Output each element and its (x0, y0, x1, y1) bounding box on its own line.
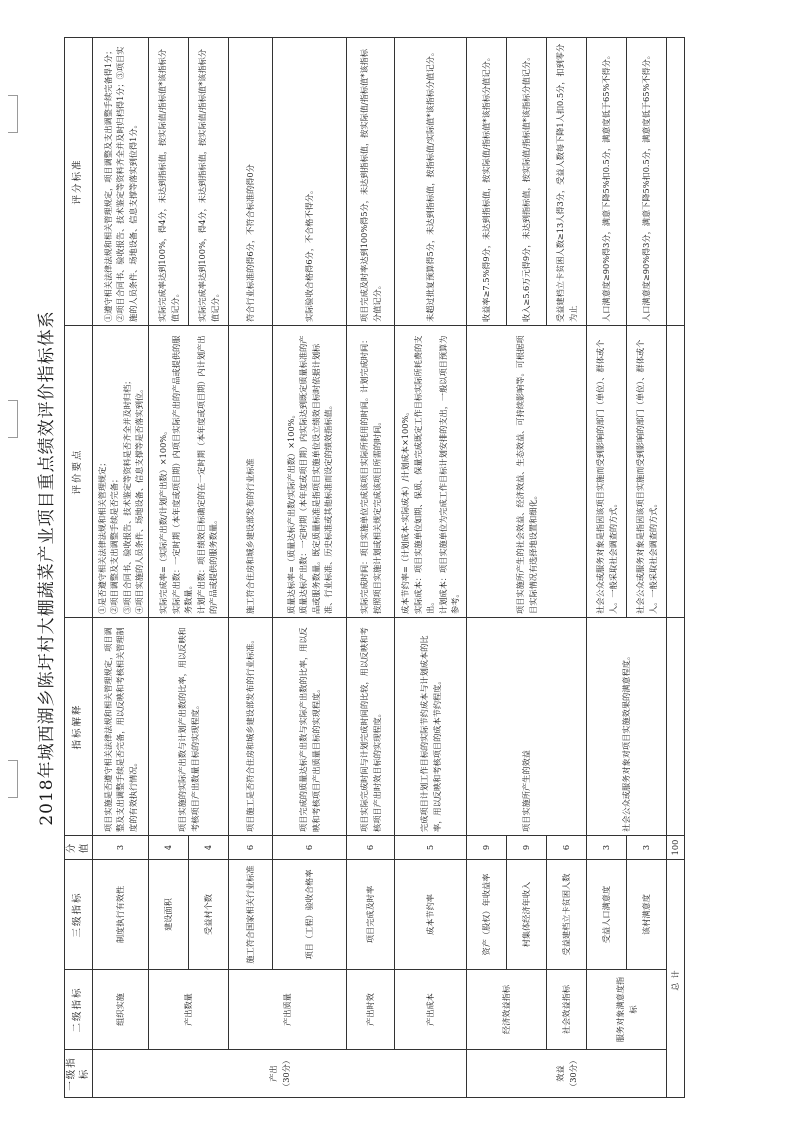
level3-cell: 受益建档立卡贫困人数 (547, 860, 587, 970)
header-level1: 一级指标 (65, 1050, 93, 1098)
standard-cell: ①遵守相关法律法规和相关管理规定，项目调整及支出调整手续完备得1分；②项目合同书、验收报告、技术鉴定等资料齐全并及时归档得1分；③项目实施的人员条件、场地设备、信息支撑等落实到位得1分。 (93, 38, 149, 326)
standard-cell: 人口满意度≥90%得3分，满意下降5%扣0.5分，满意度低于65%不得分。 (587, 38, 627, 326)
level2-cell: 产出数量 (149, 970, 229, 1050)
level2-cell: 组织实施 (93, 970, 149, 1050)
rotated-page (24, 38, 792, 1098)
empty-cell (667, 618, 685, 836)
points-cell: 施工符合住房和城乡建设部发布的行业标准 (229, 326, 273, 618)
binder-mark (8, 95, 18, 133)
points-cell: 实际完成时间：项目实施单位完成该项目实际所耗用的时间。计划完成时间：按照项目实施计划或相关规定完成该项目所需的时间。 (347, 326, 395, 618)
total-label: 总计 (667, 860, 685, 1098)
standard-cell: 收入≥5.6万元得9分，未达到指标值，按实际值/指标值*该指标分值记分。 (507, 38, 547, 326)
level3-cell: 受益人口满意度 (587, 860, 627, 970)
score-cell: 9 (467, 836, 507, 860)
level3-cell: 受益村个数 (189, 860, 229, 970)
level3-cell: 建设面积 (149, 860, 189, 970)
score-cell: 3 (587, 836, 627, 860)
standard-cell: 实际验收合格得6分，不合格不得分。 (273, 38, 347, 326)
table-row (273, 38, 347, 1098)
table-row (93, 38, 149, 1098)
level2-cell: 产出成本 (395, 970, 467, 1050)
points-cell: 社会公众或服务对象是指因该项目实施而受到影响的部门（单位）、群体或个人。一般采取社会调查的方式。 (587, 326, 627, 618)
table-row (229, 38, 273, 1098)
level3-cell: 制度执行有效性 (93, 860, 149, 970)
header-score: 分值 (65, 836, 93, 860)
header-points: 评价要点 (65, 326, 93, 618)
table-row (395, 38, 467, 1098)
score-cell: 4 (149, 836, 189, 860)
standard-cell: 收益率≥7.5%得9分，未达到指标值，按实际值/指标值*该指标分值记分。 (467, 38, 507, 326)
standard-cell: 项目完成及时率达到100%得5分，未达到指标值，按实际值/指标值*该指标分值记分。 (347, 38, 395, 326)
header-standard: 评分标准 (65, 38, 93, 326)
explain-cell: 项目实施的实际产出数与计划产出数的比率，用以反映和考核项目产出数量目标的实现程度。 (149, 618, 229, 836)
explain-cell: 完成项目计划工作目标的实际节约成本与计划成本的比率，用以反映和考核项目的成本节约程度。 (395, 618, 467, 836)
score-cell: 5 (395, 836, 467, 860)
level2-cell: 产出质量 (229, 970, 347, 1050)
table-row (347, 38, 395, 1098)
level2-cell: 服务对象满意度指标 (587, 970, 667, 1050)
standard-cell: 实际完成率达到100%，得4分，未达到指标值，按实际值/指标值*该指标分值记分。 (149, 38, 189, 326)
header-row (65, 38, 93, 1098)
explain-cell: 项目实际完成时间与计划完成时间的比较，用以反映和考核项目产出时效目标的实现程度。 (347, 618, 395, 836)
score-cell: 9 (507, 836, 547, 860)
score-cell: 6 (347, 836, 395, 860)
table-row (149, 38, 189, 1098)
points-cell: 实际完成率=（实际产出数/计划产出数）×100%。 实际产出数：一定时期（本年度或项目期）内项目实际产出的产品或提供的服务数量。 计划产出数：项目绩效目标确定的在一定时期（本年度或项目期）内计划产出的产品或提供的服务数量。 (149, 326, 229, 618)
explain-cell: 社会公众或服务对象对项目实施效果的满意程度。 (587, 618, 667, 836)
level1-output: 产出 （30分） (93, 1050, 467, 1098)
level3-cell: 资产（股权）年收益率 (467, 860, 507, 970)
level3-cell: 成本节约率 (395, 860, 467, 970)
score-cell: 6 (273, 836, 347, 860)
header-level3: 三级指标 (65, 860, 93, 970)
score-cell: 6 (547, 836, 587, 860)
score-cell: 4 (189, 836, 229, 860)
empty-cell (667, 38, 685, 326)
binder-mark (8, 400, 18, 438)
explain-cell: 项目实施所产生的效益 (467, 618, 587, 836)
indicator-table (64, 37, 685, 1098)
empty-cell (667, 326, 685, 618)
binder-mark (8, 760, 18, 798)
level2-cell: 社会效益指标 (547, 970, 587, 1050)
level3-cell: 该村满意度 (627, 860, 667, 970)
score-cell: 3 (93, 836, 149, 860)
level3-cell: 项目完成及时率 (347, 860, 395, 970)
explain-cell: 项目施工是否符合住房和城乡建设部发布的行业标准。 (229, 618, 273, 836)
standard-cell: 符合行业标准的得6分，不符合标准的得0分 (229, 38, 273, 326)
level2-cell: 产出时效 (347, 970, 395, 1050)
points-cell: 项目实施所产生的社会效益、经济效益、生态效益、可持续影响等。可根据项目实际情况有选择地设置和细化。 (467, 326, 587, 618)
standard-cell: 未超过批复预算得5分，未达到指标值，按指标值/实际值*该指标分值记分。 (395, 38, 467, 326)
header-explain: 指标解释 (65, 618, 93, 836)
header-level2: 二级指标 (65, 970, 93, 1050)
total-row (667, 38, 685, 1098)
score-cell: 6 (229, 836, 273, 860)
standard-cell: 实际完成率达到100%，得4分，未达到指标值，按实际值/指标值*该指标分值记分。 (189, 38, 229, 326)
table-row (587, 38, 627, 1098)
table-row (627, 38, 667, 1098)
points-cell: 质量达标率=（质量达标产出数/实际产出数）×100%。 质量达标产出数：一定时期（本年度或项目期）内实际达到既定质量标准的产品或服务数量。既定质量标准是指项目实施单位设立绩效目标时依据计划标准、行业标准、历史标准或其他标准而设定的绩效指标值。 (273, 326, 347, 618)
total-score: 100 (667, 836, 685, 860)
table-row (467, 38, 507, 1098)
standard-cell: 人口满意度≥90%得3分，满意下降5%扣0.5分，满意度低于65%不得分。 (627, 38, 667, 326)
points-cell: ①是否遵守相关法律法规和相关管理规定； ②项目调整及支出调整手续是否完备； ③项目合同书、验收报告、技术鉴定等资料是否齐全并及时归档； ④项目实施的人员条件、场地设备、信息支撑等是否落实到位。 (93, 326, 149, 618)
score-cell: 3 (627, 836, 667, 860)
points-cell: 社会公众或服务对象是指因该项目实施而受到影响的部门（单位）、群体或个人。一般采取社会调查的方式。 (627, 326, 667, 618)
level2-cell: 经济效益指标 (467, 970, 547, 1050)
document-title: 2018年城西湖乡陈圩村大棚蔬菜产业项目重点绩效评价指标体系 (36, 310, 57, 826)
level3-cell: 项目（工程）验收合格率 (273, 860, 347, 970)
level1-effect: 效益 （30分） (467, 1050, 667, 1098)
level3-cell: 村集体经济年收入 (507, 860, 547, 970)
standard-cell: 受益建档立卡贫困人数≥13人得3分，受益人数每下降1人扣0.5分，扣到零分为止 (547, 38, 587, 326)
explain-cell: 项目实施是否遵守相关法律法规和相关管理规定，项目调整及支出调整手续是否完备，用以反映和考核相关管理制度的有效执行情况。 (93, 618, 149, 836)
level3-cell: 施工符合国家相关行业标准 (229, 860, 273, 970)
points-cell: 成本节约率=（计划成本-实际成本）/计划成本×100%。 实际成本：项目实施单位如期、保质、保量完成既定工作目标实际所耗费的支出。 计划成本：项目实施单位为完成工作目标计划安排的支出，一般以项目预算为参考。 (395, 326, 467, 618)
explain-cell: 项目完成的质量达标产出数与实际产出数的比率，用以反映和考核项目产出质量目标的实现程度。 (273, 618, 347, 836)
